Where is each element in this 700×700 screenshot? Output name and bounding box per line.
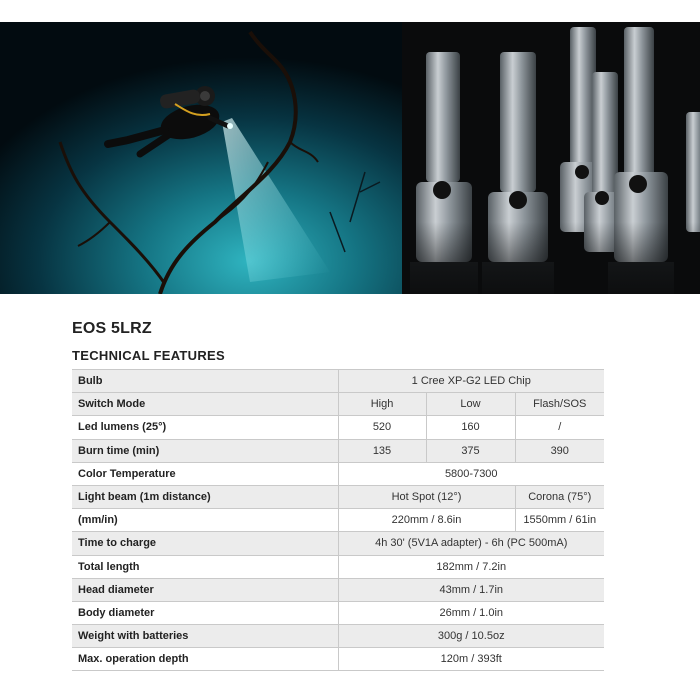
spec-value: / [515,416,604,439]
spec-label: Bulb [72,370,338,393]
spec-value: 520 [338,416,426,439]
spec-label: Time to charge [72,532,338,555]
underwater-cave-diver-image [0,22,402,294]
spec-row-total-length [72,555,604,578]
spec-value: 135 [338,439,426,462]
spec-row-switch-mode [72,393,604,416]
flashlights-photo [402,22,700,294]
spec-value: 300g / 10.5oz [338,625,604,648]
spec-value: Corona (75°) [515,485,604,508]
spec-label: Head diameter [72,578,338,601]
spec-value: 43mm / 1.7in [338,578,604,601]
spec-value: 5800-7300 [338,462,604,485]
spec-row-burn-time [72,439,604,462]
spec-row-light-beam [72,485,604,508]
flashlights-group-image [402,22,700,294]
spec-value: 220mm / 8.6in [338,509,515,532]
spec-label: Body diameter [72,601,338,624]
spec-value: Low [426,393,515,416]
spec-value: 390 [515,439,604,462]
spec-row-lumens [72,416,604,439]
spec-label: Led lumens (25°) [72,416,338,439]
spec-value: 120m / 393ft [338,648,604,671]
spec-row-max-depth [72,648,604,671]
flashlight-6 [686,112,700,232]
spec-label: (mm/in) [72,509,338,532]
spec-value: 160 [426,416,515,439]
spec-value: 4h 30' (5V1A adapter) - 6h (PC 500mA) [338,532,604,555]
spec-label: Burn time (min) [72,439,338,462]
spec-label: Weight with batteries [72,625,338,648]
spec-label: Color Temperature [72,462,338,485]
spec-row-time-to-charge [72,532,604,555]
spec-value: 182mm / 7.2in [338,555,604,578]
spec-row-color-temperature [72,462,604,485]
spec-row-bulb [72,370,604,393]
spec-row-head-diameter [72,578,604,601]
spec-value: 1550mm / 61in [515,509,604,532]
spec-label: Max. operation depth [72,648,338,671]
spec-value: 26mm / 1.0in [338,601,604,624]
spec-value: 375 [426,439,515,462]
spec-value: Flash/SOS [515,393,604,416]
diver-photo [0,22,402,294]
spec-row-beam-mm-in [72,509,604,532]
spec-value: Hot Spot (12°) [338,485,515,508]
section-title: TECHNICAL FEATURES [72,348,225,363]
specs-table [72,369,604,671]
spec-value: 1 Cree XP-G2 LED Chip [338,370,604,393]
spec-label: Light beam (1m distance) [72,485,338,508]
spec-row-weight [72,625,604,648]
spec-row-body-diameter [72,601,604,624]
spec-value: High [338,393,426,416]
spec-label: Total length [72,555,338,578]
product-model-title: EOS 5LRZ [72,320,152,337]
spec-label: Switch Mode [72,393,338,416]
hero-banner [0,22,700,294]
